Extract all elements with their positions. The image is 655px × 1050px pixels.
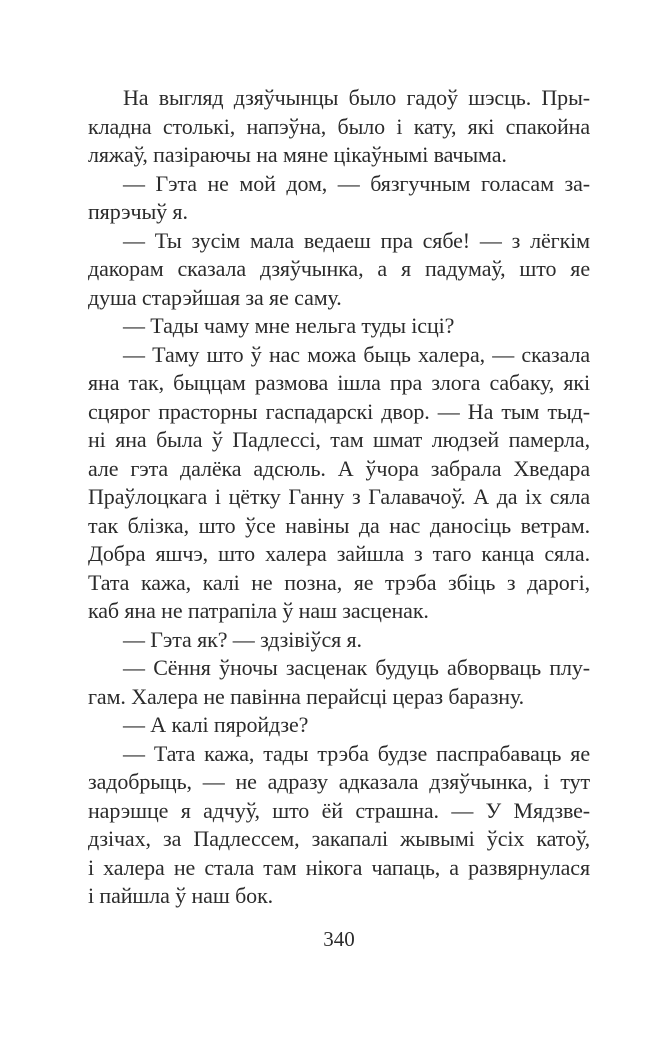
text-line: і халера не стала там нікога чапаць, а развярнулася (88, 854, 590, 880)
text-line: так блізка, што ўсе навіны да нас даносіць ветрам. (88, 512, 590, 538)
text-line: нарэшце я адчуў, што ёй страшна. — У Мядзве- (88, 797, 590, 823)
paragraph (88, 341, 590, 626)
text-line: — Гэта не мой дом, — бязгучным голасам за- (123, 170, 590, 196)
text-line: — А калі пяройдзе? (123, 712, 309, 737)
text-line: — Тата кажа, тады трэба будзе паспрабаваць яе (123, 740, 590, 766)
text-line: сцярог прасторны гаспадарскі двор. — На тым тыд- (88, 398, 590, 424)
paragraph (88, 170, 590, 227)
text-line: кладна столькі, напэўна, было і кату, які спакойна (88, 113, 590, 139)
paragraph (88, 84, 590, 170)
page-number: 340 (323, 927, 355, 951)
text-line: задобрыць, — не адразу адказала дзяўчынка, і тут (88, 769, 590, 794)
text-line: — Гэта як? — здзівіўся я. (123, 626, 362, 652)
text-line: гам. Халера не павінна перайсці цераз баразну. (88, 683, 525, 709)
text-line: дакорам сказала дзяўчынка, а я падумаў, што яе (88, 256, 590, 281)
text-line: пярэчыў я. (88, 199, 188, 224)
paragraph (88, 740, 590, 911)
page-text-block (88, 84, 590, 911)
text-line: На выгляд дзяўчынцы было гадоў шэсць. Пры- (123, 85, 590, 110)
text-line: і пайшла ў наш бок. (88, 883, 274, 908)
text-line: ляжаў, пазіраючы на мяне цікаўнымі вачыма. (88, 142, 507, 167)
text-line: Праўлоцкага і цётку Ганну з Галавачоў. А да іх сяла (88, 484, 590, 509)
text-line: каб яна не патрапіла ў наш засценак. (88, 598, 429, 623)
text-line: — Ты зусім мала ведаеш пра сябе! — з лёгкім (123, 227, 590, 253)
text-line: але гэта далёка адсюль. А ўчора забрала Хведара (88, 455, 590, 481)
paragraph (88, 312, 590, 341)
paragraph (88, 227, 590, 313)
paragraph (88, 654, 590, 711)
text-line: душа старэйшая за яе саму. (88, 284, 342, 310)
text-line: — Тады чаму мне нельга туды ісці? (123, 313, 455, 338)
paragraph (88, 626, 590, 655)
text-line: Тата кажа, калі не позна, яе трэба збіць з дарогі, (88, 569, 590, 595)
text-line: яна так, быццам размова ішла пра злога сабаку, які (88, 370, 590, 395)
text-line: ні яна была ў Падлессі, там шмат людзей памерла, (88, 427, 590, 452)
text-line: Добра яшчэ, што халера зайшла з таго канца сяла. (88, 541, 590, 566)
paragraph (88, 711, 590, 740)
text-line: дзічах, за Падлессем, закапалі жывымі ўсіх катоў, (88, 826, 590, 851)
text-line: — Сёння ўночы засценак будуць абворваць плу- (123, 655, 590, 680)
text-line: — Таму што ў нас можа быць халера, — сказала (123, 341, 590, 367)
